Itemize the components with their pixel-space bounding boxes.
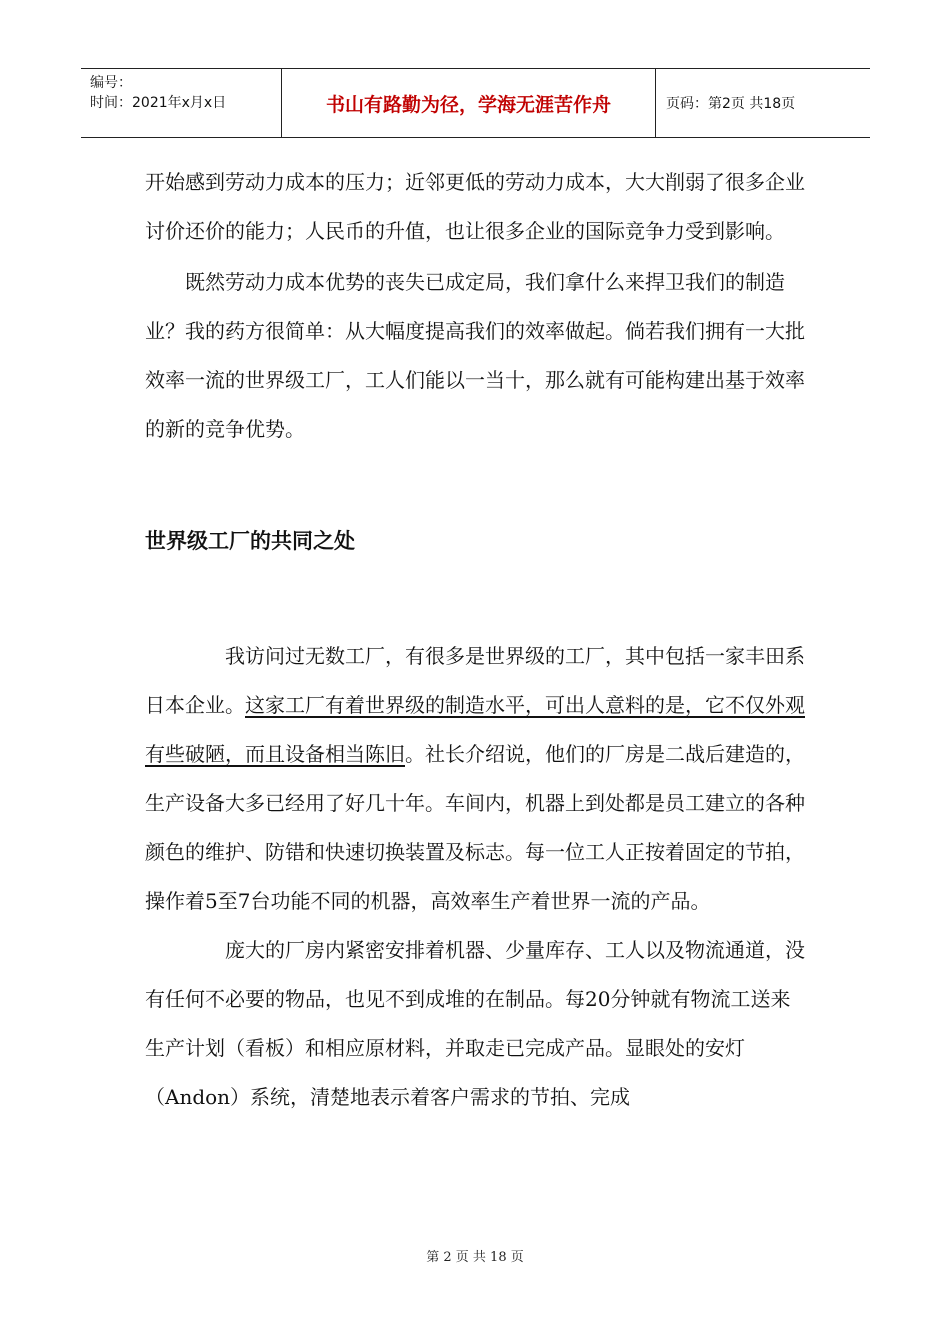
header-page-info [656, 69, 870, 137]
header-meta [81, 69, 282, 137]
header-motto [282, 69, 656, 137]
paragraph-3-start: 我访问过无数工厂，有很多是世界级的工厂，其中包括一家丰田系日本企业。 [145, 644, 805, 717]
number-label: 编号： [90, 75, 132, 91]
page-footer: 第 2 页 共 18 页 [426, 1250, 524, 1265]
paragraph-4: 庞大的厂房内紧密安排着机器、少量库存、工人以及物流通道，没有任何不必要的物品，也见不到成堆的在制品。每20分钟就有物流工送来生产计划（看板）和相应原材料，并取走已完成产品。显眼处的安灯（Andon）系统，清楚地表示着客户需求的节拍、完成 [145, 938, 805, 1109]
motto-text: 书山有路勤为径，学海无涯苦作舟 [325, 93, 611, 116]
document-body [145, 158, 810, 1122]
section-heading: 世界级工厂的共同之处 [145, 529, 355, 553]
paragraph-3-end: 。社长介绍说，他们的厂房是二战后建造的，生产设备大多已经用了好几十年。车间内，机器上到处都是员工建立的各种颜色的维护、防错和快速切换装置及标志。每一位工人正按着固定的节拍，操作着5至7台功能不同的机器，高效率生产着世界一流的产品。 [145, 742, 805, 913]
time-label: 时间：2021年x月x日 [90, 95, 227, 111]
paragraph-2: 既然劳动力成本优势的丧失已成定局，我们拿什么来捍卫我们的制造业？我的药方很简单：从大幅度提高我们的效率做起。倘若我们拥有一大批效率一流的世界级工厂，工人们能以一当十，那么就有可能构建出基于效率的新的竞争优势。 [145, 270, 805, 441]
paragraph-1: 开始感到劳动力成本的压力；近邻更低的劳动力成本，大大削弱了很多企业讨价还价的能力；人民币的升值，也让很多企业的国际竞争力受到影响。 [145, 170, 805, 243]
paragraph-3 [145, 632, 810, 926]
document-header [81, 68, 870, 138]
page-info-text: 页码：第2页 共18页 [666, 96, 796, 112]
paragraph-3-underlined: 这家工厂有着世界级的制造水平，可出人意料的是，它不仅外观有些破陋，而且设备相当陈旧 [145, 693, 805, 766]
